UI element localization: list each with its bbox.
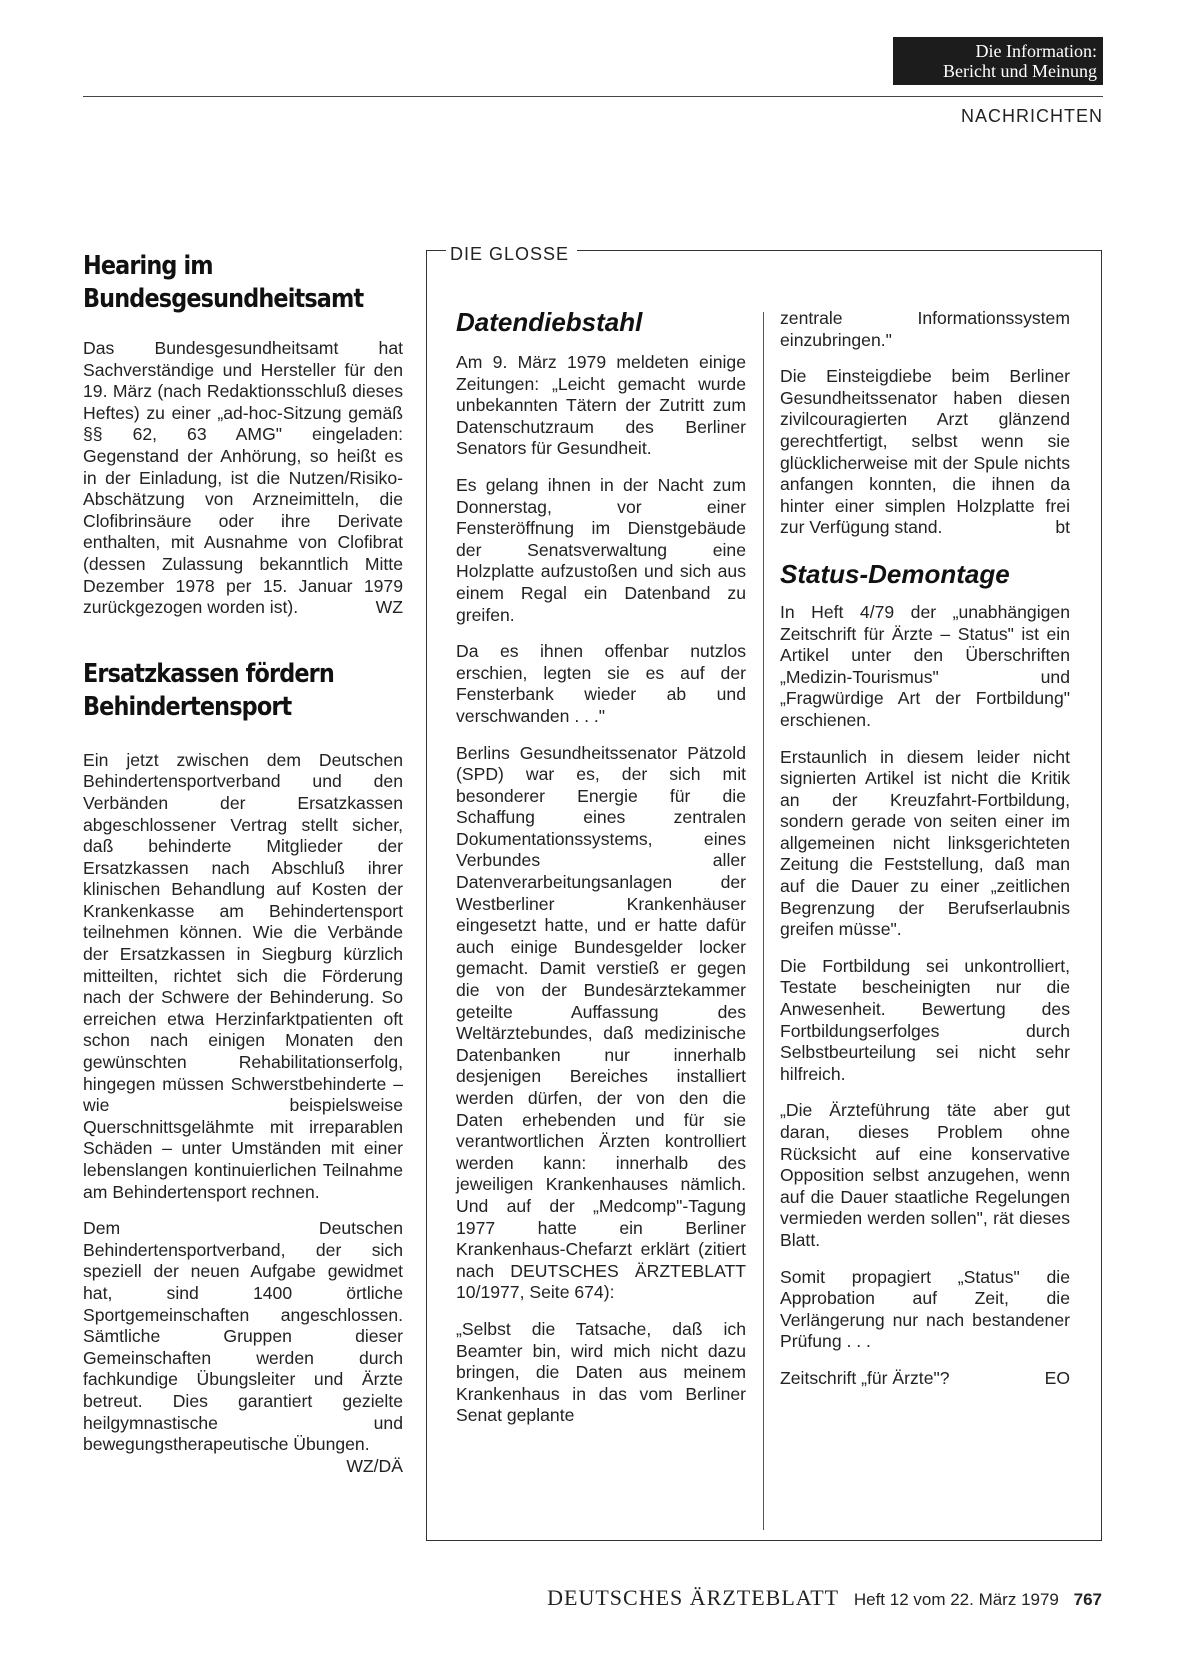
- article-paragraph: „Die Ärzteführung täte aber gut daran, dieses Problem ohne Rücksicht auf eine konservative Opposition selbst anzugehen, wenn auf die Dauer staatliche Regelungen vermieden werden sollen", rät dieses Blatt.: [780, 1100, 1070, 1250]
- paragraph-text: Die Einsteigdiebe beim Berliner Gesundheitssenator haben diesen zivilcouragierten Arzt glänzend gerechtfertigt, selbst wenn sie glücklicherweise mit der Spule nichts anfangen konnten, die ihnen da hinter einer simplen Holzplatte frei zur Verfügung stand.: [780, 366, 1070, 538]
- paragraph-text: Dem Deutschen Behindertensportverband, der sich speziell der neuen Aufgabe gewidmet hat, sind 1400 örtliche Sportgemeinschaften angeschlossen. Sämtliche Gruppen dieser Gemeinschaften werden durch fachkundige Übungsleiter und Ärzte betreut. Dies garantiert gezielte heilgymnastische und bewegungstherapeutische Übungen.: [83, 1218, 403, 1455]
- article-title-line: Bundesgesundheitsamt: [83, 284, 364, 314]
- article-paragraph: In Heft 4/79 der „unabhängigen Zeitschrift für Ärzte – Status" ist ein Artikel unter den Überschriften „Medizin-Tourismus" und „Fragwürdige Art der Fortbildung" erschienen.: [780, 601, 1070, 730]
- article-title: [83, 658, 358, 724]
- paragraph-text: Zeitschrift „für Ärzte"?: [780, 1367, 950, 1388]
- article-paragraph: „Selbst die Tatsache, daß ich Beamter bin, wird mich nicht dazu bringen, die Daten aus meinem Krankenhaus in das vom Berliner Senat geplante: [456, 1318, 746, 1426]
- author-signature: WZ: [375, 597, 403, 618]
- glosse-title: Status-Demontage: [780, 558, 1010, 589]
- glosse-title: Datendiebstahl: [456, 307, 643, 337]
- section-header-box: [893, 37, 1103, 85]
- page-number: 767: [1073, 1590, 1102, 1609]
- article-paragraph: Ein jetzt zwischen dem Deutschen Behindertensportverband und den Verbänden der Ersatzkassen abgeschlossener Vertrag stellt sicher, daß behinderte Mitglieder der Ersatzkassen nach Abschluß ihrer klinischen Behandlung auf Kosten der Krankenkasse am Behindertensport teilnehmen können. Wie die Verbände der Ersatzkassen in Siegburg kürzlich mitteilten, richtet sich die Förderung nach der Schwere der Behinderung. So erreichen etwa Herzinfarktpatienten oft schon nach einigen Monaten den gewünschten Rehabilitationserfolg, hingegen müssen Schwerstbehinderte – wie beispielsweise Querschnittsgelähmte mit irreparablen Schäden – unter Umständen mit einer lebenslangen kontinuierlichen Teilnahme am Behindertensport rechnen.: [83, 749, 403, 1202]
- article-paragraph: Somit propagiert „Status" die Approbation auf Zeit, die Verlängerung nur nach bestandener Prüfung . . .: [780, 1266, 1070, 1352]
- paragraph-text: Das Bundesgesundheitsamt hat Sachverständige und Hersteller für den 19. März (nach Redaktionsschluß dieses Heftes) zu einer „ad-hoc-Sitzung gemäß §§ 62, 63 AMG" eingeladen: Gegenstand der Anhörung, so heißt es in der Einladung, ist die Nutzen/Risiko-Abschätzung von Arzneimitteln, die Clofibrinsäure oder ihre Derivate enthalten, mit Ausnahme von Clofibrat (dessen Zulassung bekanntlich Mitte Dezember 1978 per 15. Januar 1979 zurückgezogen worden ist).: [83, 338, 403, 618]
- header-box-line1: Die Information:: [975, 41, 1097, 61]
- glosse-column-divider: [763, 312, 764, 1530]
- article-paragraph: zentrale Informationssystem einzubringen.": [780, 308, 1070, 350]
- journal-name: DEUTSCHES ÄRZTEBLATT: [547, 1585, 840, 1610]
- author-signature: bt: [1055, 517, 1070, 538]
- author-signature: EO: [1044, 1367, 1070, 1388]
- left-column: [83, 250, 403, 1477]
- author-signature: WZ/DÄ: [346, 1455, 403, 1476]
- article-paragraph: [780, 366, 1070, 539]
- article-paragraph: [83, 1218, 403, 1476]
- section-label: NACHRICHTEN: [960, 106, 1103, 126]
- article-title-line: Ersatzkassen fördern: [83, 658, 334, 689]
- article-paragraph: Berlins Gesundheitssenator Pätzold (SPD) war es, der sich mit besonderer Energie für die Schaffung eines zentralen Dokumentationssystems, eines Verbundes aller Datenverarbeitungsanlagen der Westberliner Krankenhäuser eingesetzt hatte, und er hatte dafür auch einige Bundesgelder locker gemacht. Damit verstieß er gegen die von der Bundesärztekammer geteilte Auffassung des Weltärztebundes, daß medizinische Datenbanken nur innerhalb desjenigen Bereiches installiert werden dürfen, der von den die Daten erhebenden und für sie verantwortlichen Ärzten kontrolliert werden kann: innerhalb des jeweiligen Krankenhauses nämlich. Und auf der „Medcomp"-Tagung 1977 hatte ein Berliner Krankenhaus-Chefarzt erklärt (zitiert nach DEUTSCHES ÄRZTEBLATT 10/1977, Seite 674):: [456, 742, 746, 1303]
- page-footer: [466, 1585, 1102, 1611]
- article-title-line: Hearing im: [83, 251, 213, 281]
- article-title-line: Behindertensport: [83, 691, 292, 722]
- article-paragraph: Die Fortbildung sei unkontrolliert, Testate bescheinigten nur die Anwesenheit. Bewertung des Fortbildungserfolges durch Selbstbeurteilung sei nicht sehr hilfreich.: [780, 955, 1070, 1084]
- article-paragraph: Da es ihnen offenbar nutzlos erschien, legten sie es auf der Fensterbank wieder ab und verschwanden . . .": [456, 641, 746, 726]
- header-rule: [83, 96, 1103, 97]
- article-paragraph: Am 9. März 1979 meldeten einige Zeitungen: „Leicht gemacht wurde unbekannten Tätern der Zutritt zum Datenschutzraum des Berliner Senators für Gesundheit.: [456, 352, 746, 459]
- glosse-label: DIE GLOSSE: [446, 246, 577, 262]
- article-paragraph: [780, 1368, 1070, 1390]
- article-paragraph: Es gelang ihnen in der Nacht zum Donnerstag, vor einer Fensteröffnung im Dienstgebäude der Senatsverwaltung eine Holzplatte aufzustoßen und sich aus einem Regal ein Datenband zu greifen.: [456, 474, 746, 625]
- glosse-column-1: [456, 306, 746, 1442]
- header-box-line2: Bericht und Meinung: [943, 61, 1097, 81]
- glosse-column-2: [780, 308, 1070, 1405]
- issue-info: Heft 12 vom 22. März 1979: [853, 1590, 1059, 1609]
- article-paragraph: Erstaunlich in diesem leider nicht signierten Artikel ist nicht die Kritik an der Kreuzfahrt-Fortbildung, sondern gerade von seiten einer im allgemeinen nicht linksgerichteten Zeitung die Feststellung, daß man auf die Dauer zu einer „zeitlichen Begrenzung der Berufserlaubnis greifen müsse".: [780, 746, 1070, 940]
- article-paragraph: [83, 338, 403, 619]
- article-title: [83, 250, 364, 316]
